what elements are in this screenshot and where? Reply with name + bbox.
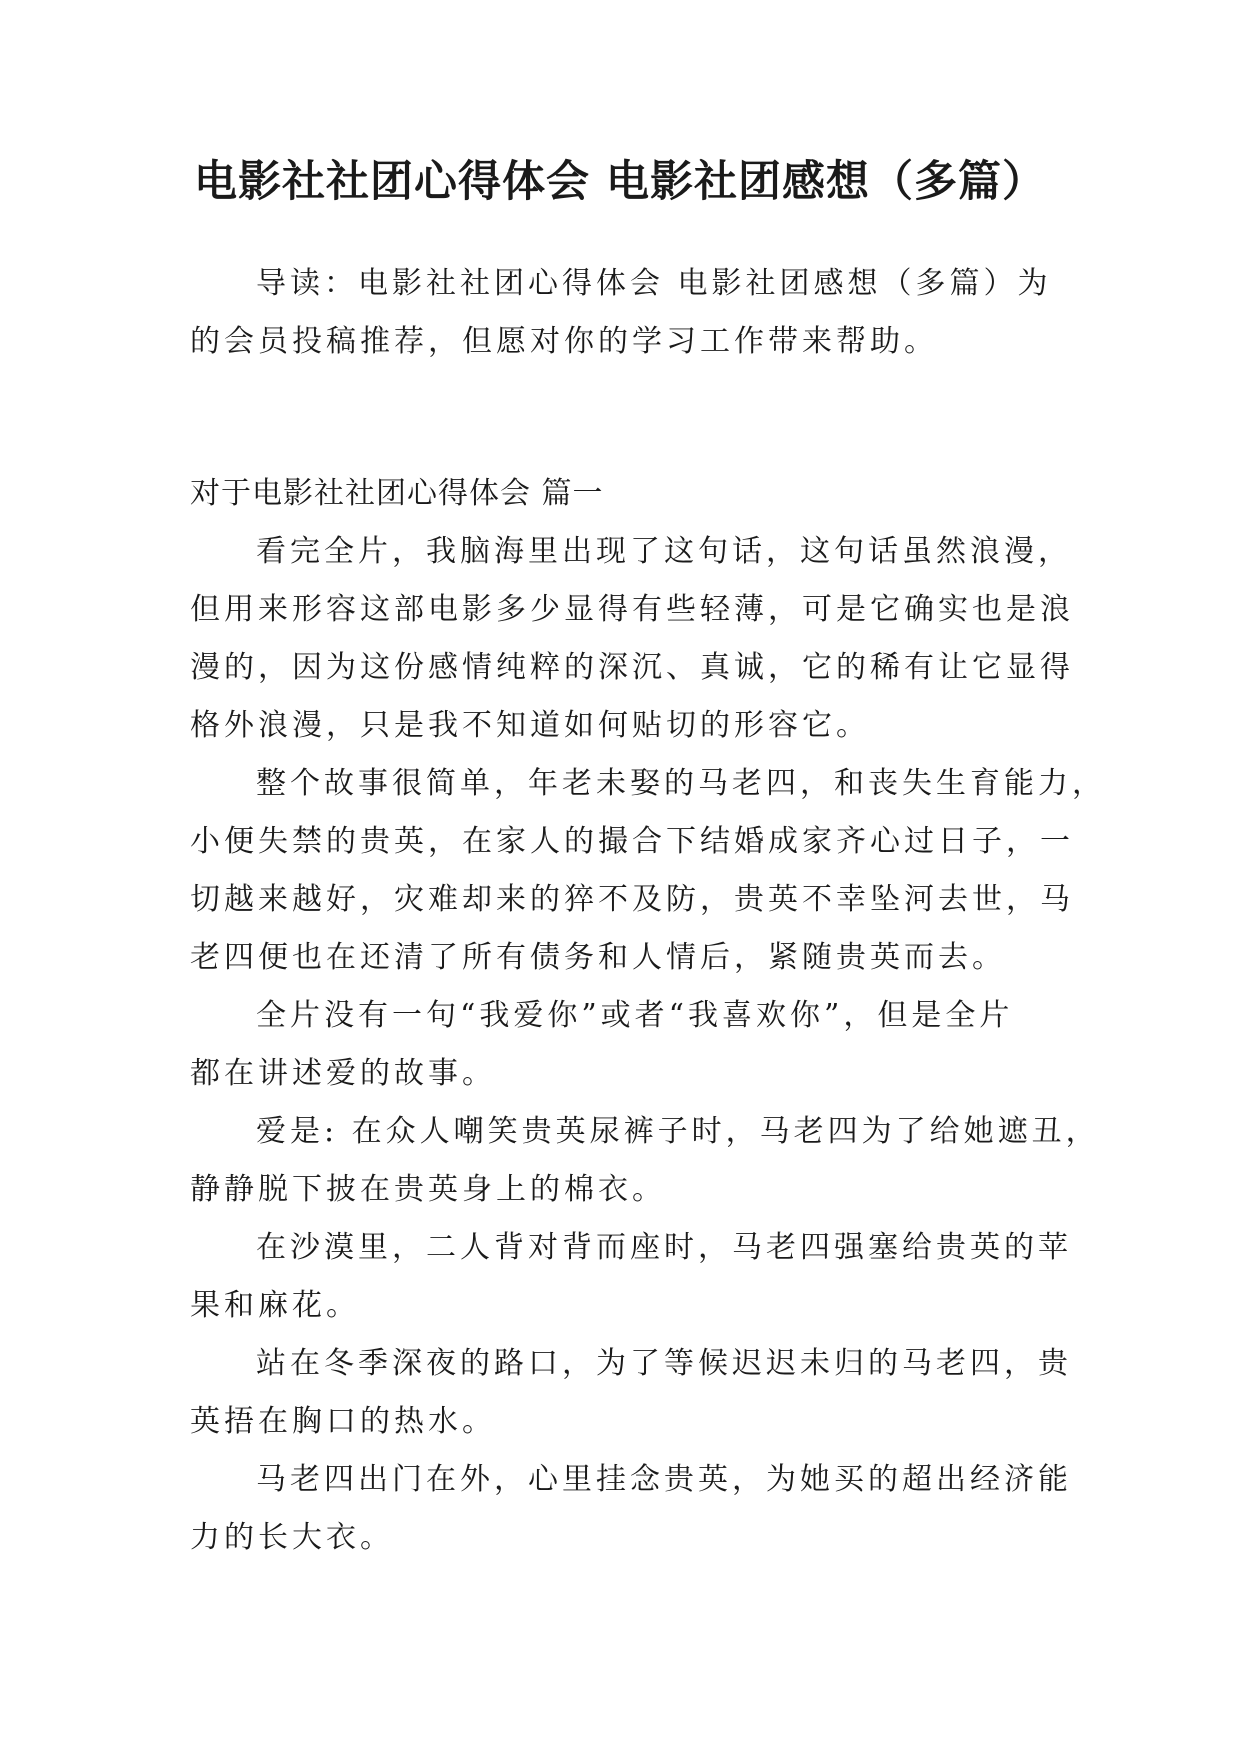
paragraph-line: 切越来越好，灾难却来的猝不及防，贵英不幸坠河去世，马 [190, 882, 1074, 917]
paragraph-line: 整个故事很简单，年老未娶的马老四，和丧失生育能力， [256, 766, 1106, 801]
paragraph-line: 都在讲述爱的故事。 [190, 1056, 496, 1091]
paragraph-line: 爱是: 在众人嘲笑贵英尿裤子时，马老四为了给她遮丑， [256, 1114, 1100, 1149]
document-title: 电影社社团心得体会 电影社团感想（多篇） [194, 157, 1046, 207]
paragraph-line: 全片没有一句“我爱你”或者“我喜欢你”，但是全片 [256, 998, 1014, 1033]
intro-line: 的会员投稿推荐，但愿对你的学习工作带来帮助。 [190, 324, 938, 359]
body-paragraph-3 [190, 987, 1070, 1103]
paragraph-line: 但用来形容这部电影多少显得有些轻薄，可是它确实也是浪 [190, 592, 1074, 627]
section-heading: 对于电影社社团心得体会 篇一 [190, 476, 604, 511]
body-paragraph-7 [190, 1451, 1070, 1567]
body-paragraph-1 [190, 465, 1074, 755]
paragraph-line: 小便失禁的贵英，在家人的撮合下结婚成家齐心过日子，一 [190, 824, 1074, 859]
paragraph-line: 格外浪漫，只是我不知道如何贴切的形容它。 [190, 708, 870, 743]
body-paragraph-4 [190, 1103, 1100, 1219]
body-paragraph-5 [190, 1219, 1070, 1335]
paragraph-line: 果和麻花。 [190, 1288, 360, 1323]
paragraph-line: 静静脱下披在贵英身上的棉衣。 [190, 1172, 666, 1207]
paragraph-line: 在沙漠里，二人背对背而座时，马老四强塞给贵英的苹 [256, 1230, 1072, 1265]
paragraph-line: 马老四出门在外，心里挂念贵英，为她买的超出经济能 [256, 1462, 1072, 1497]
intro-paragraph [190, 255, 1070, 371]
body-paragraph-6 [190, 1335, 1070, 1451]
paragraph-line: 看完全片，我脑海里出现了这句话，这句话虽然浪漫， [256, 534, 1072, 569]
paragraph-line: 老四便也在还清了所有债务和人情后，紧随贵英而去。 [190, 940, 1006, 975]
intro-line: 导读：电影社社团心得体会 电影社团感想（多篇）为 [256, 266, 1052, 301]
paragraph-line: 站在冬季深夜的路口，为了等候迟迟未归的马老四，贵 [256, 1346, 1072, 1381]
paragraph-line: 英捂在胸口的热水。 [190, 1404, 496, 1439]
paragraph-line: 力的长大衣。 [190, 1520, 394, 1555]
body-paragraph-2 [190, 755, 1106, 987]
paragraph-line: 漫的，因为这份感情纯粹的深沉、真诚，它的稀有让它显得 [190, 650, 1074, 685]
